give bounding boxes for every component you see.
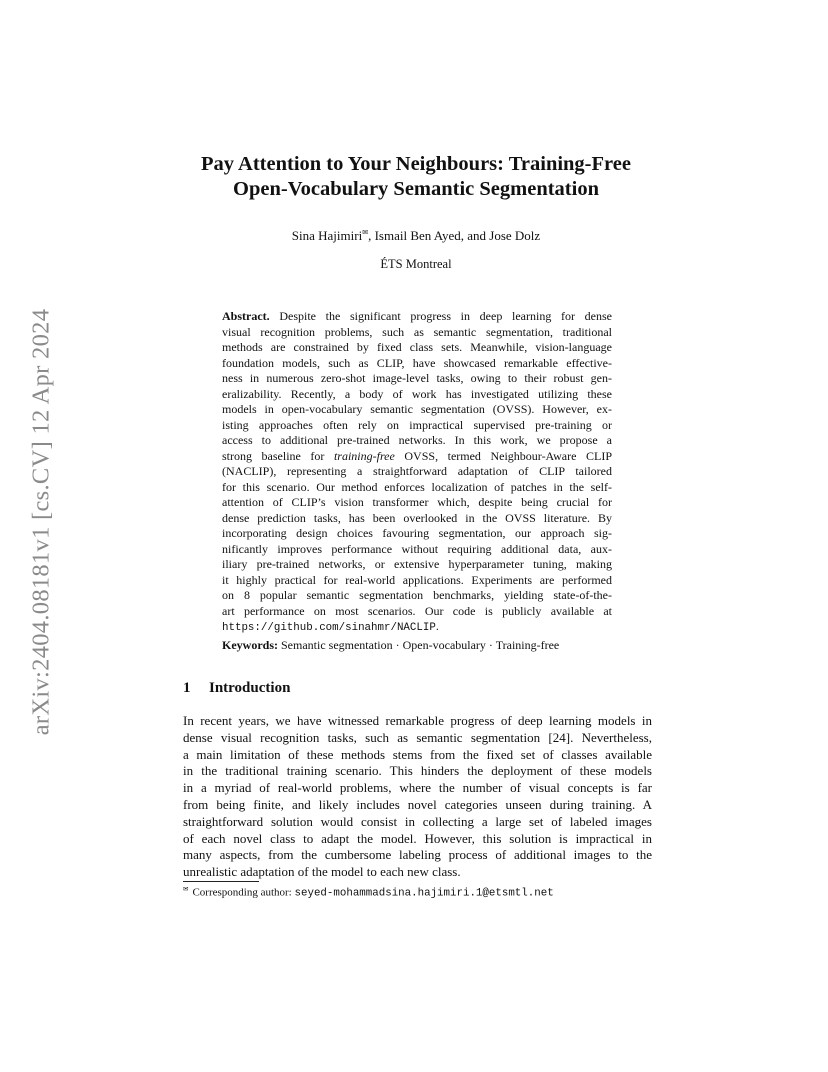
other-authors: , Ismail Ben Ayed, and Jose Dolz [368,228,541,243]
abstract-line: isting approaches often rely on impractical supervised pre-training or [222,417,612,432]
title-line-2: Open-Vocabulary Semantic Segmentation [233,178,599,200]
abstract-line: (NACLIP), representing a straightforward adaptation of CLIP tailored [222,464,612,478]
abstract-line: visual recognition problems, such as semantic segmentation, traditional [222,324,612,339]
intro-line: unrealistic adaptation of the model to each new class. [183,864,461,880]
first-author: Sina Hajimiri [291,228,363,243]
intro-line: a main limitation of these methods stems from the fixed set of classes available [183,746,652,762]
intro-paragraph [183,713,652,881]
intro-line: of each novel class to adapt the model. However, this solution is impractical in [183,830,652,846]
abstract-line: attention of CLIP’s vision transformer which, despite being crucial for [222,495,612,509]
abstract-line: strong baseline for training-free OVSS, termed Neighbour-Aware CLIP [222,448,612,463]
abstract-line: foundation models, such as CLIP, have showcased remarkable effective- [222,355,612,370]
section-heading [183,680,290,697]
footnote-label: Corresponding author: [192,886,295,899]
intro-line: in a myriad of real-world problems, where the number of visual concepts is far [183,780,652,796]
code-url[interactable]: https://github.com/sinahmr/NACLIP [222,622,436,634]
title-line-1: Pay Attention to Your Neighbours: Training-Free [201,153,631,175]
abstract-label: Abstract. [222,309,270,323]
intro-line: in the traditional training scenario. This hinders the deployment of these models [183,763,652,779]
footnote [183,885,554,900]
footnote-rule [183,881,259,882]
affiliation: ÉTS Montreal [380,257,452,271]
abstract-line: incorporating design choices favouring segmentation, our approach sig- [222,526,612,540]
intro-line: dense visual recognition tasks, such as semantic segmentation [24]. Nevertheless, [183,729,652,745]
paper-title [150,152,682,202]
abstract-line: methods are constrained by fixed class sets. Meanwhile, vision-language [222,340,612,354]
intro-line: In recent years, we have witnessed remarkable progress of deep learning models in [183,713,652,728]
abstract-line: eralizability. Recently, a body of work has investigated utilizing these [222,386,612,401]
abstract-line: dense prediction tasks, has been overlooked in the OVSS literature. By [222,510,612,525]
section-number: 1 [183,680,191,696]
abstract-line: iliary pre-trained networks, or extensive hyperparameter tuning, making [222,557,612,571]
abstract-line: access to additional pre-trained networks. In this work, we propose a [222,433,612,447]
abstract-line: it highly practical for real-world applications. Experiments are performed [222,572,612,587]
abstract-line: models in open-vocabulary semantic segmentation (OVSS). However, ex- [222,402,612,416]
corresponding-author-mark: ✉ [362,228,369,237]
corresponding-email[interactable]: seyed-mohammadsina.hajimiri.1@etsmtl.net [294,887,554,900]
keywords-label: Keywords: [222,638,278,652]
intro-line: many aspects, from the cumbersome labeling process of additional images to the [183,847,652,863]
abstract-line: nificantly improves performance without requiring additional data, aux- [222,541,612,556]
section-title: Introduction [209,680,291,696]
arxiv-sidebar-identifier [28,286,54,758]
abstract-line: https://github.com/sinahmr/NACLIP. [222,619,439,634]
intro-line: from being finite, and likely includes novel categories unseen during training. A [183,796,652,812]
abstract-block [222,309,612,635]
arxiv-id-text: arXiv:2404.08181v1 [cs.CV] 12 Apr 2024 [27,308,54,736]
intro-line: straightforward solution would consist in collecting a large set of labeled images [183,813,652,829]
abstract-line: ness in numerous zero-shot image-level tasks, owing to their robust gen- [222,371,612,385]
abstract-line: on 8 popular semantic segmentation benchmarks, yielding state-of-the- [222,588,612,602]
abstract-line: for this scenario. Our method enforces localization of patches in the self- [222,479,612,494]
abstract-line: Abstract. Despite the significant progress in deep learning for dense [222,309,612,323]
footnote-mark: ✉ [183,886,189,893]
emphasis-training-free: training-free [333,448,395,463]
abstract-line: art performance on most scenarios. Our code is publicly available at [222,603,612,618]
keywords [222,638,559,653]
keywords-text: Semantic segmentation · Open-vocabulary · Training-free [278,638,560,652]
author-list [150,228,682,244]
